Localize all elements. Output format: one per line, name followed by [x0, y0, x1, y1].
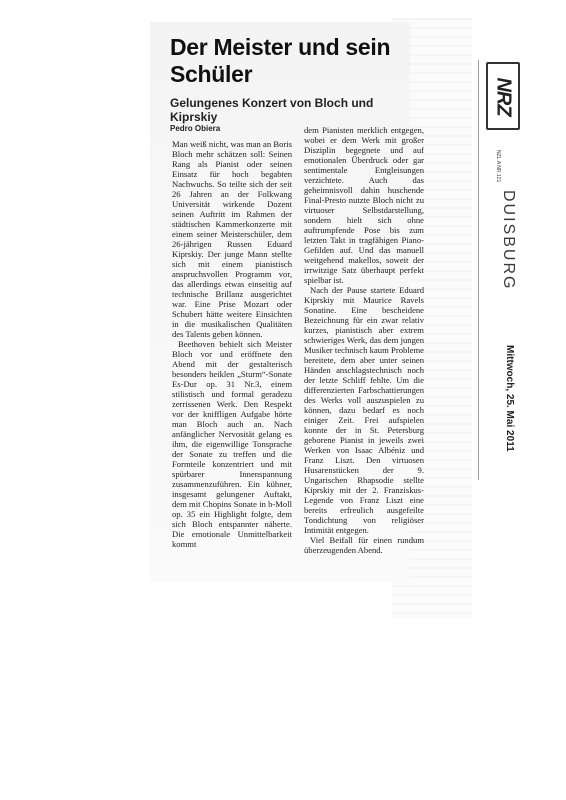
- logo-text: NRZ: [492, 76, 515, 116]
- article-column-1: [172, 139, 292, 571]
- article-headline: Der Meister und sein Schüler: [170, 34, 391, 87]
- edition-code: NZL.A NR.121: [495, 150, 501, 183]
- paragraph: Viel Beifall für einen rundum überzeugenden Abend.: [304, 535, 424, 555]
- author-byline: Pedro Obiera: [170, 124, 221, 133]
- paragraph: dem Pianisten merklich entgegen, wobei er dem Werk mit großer Disziplin begegnete und auf emotionalen Überdruck oder gar sentimentale Entgleisungen verzichtete. Auch das geheimnisvoll dahin huschende Final-Presto nutzte Bloch nicht zu virtuoser Selbstdarstellung, sondern hielt sich ohne auftrumpfende Pose bis zum letzten Takt in tragfähigen Piano-Gefilden auf. Und das manuell weitgehend makellos, soweit der irrwitzige Satz überhaupt perfekt spielbar ist.: [304, 125, 424, 285]
- edition-city: DUISBURG: [500, 190, 517, 291]
- paragraph: Nach der Pause startete Eduard Kiprskiy mit Maurice Ravels Sonatine. Eine bescheidene Bezeichnung für ein zwar relativ kurzes, pianistisch aber extrem schwieriges Werk, das dem jungen Musiker technisch kaum Probleme bereitete, dem aber unter seinen Händen anschlagstechnisch noch der letzte Schliff fehlte. Um die differenzierten Farbschattierungen des Werks voll auszuspielen zu können, dazu bedarf es noch einiger Zeit. Frei aufspielen konnte der in St. Petersburg geborene Pianist in jeweils zwei Werken von Isaac Albéniz und Franz Liszt. Den virtuosen Husarenstücken der 9. Ungarischen Rhapsodie stellte Kiprskiy mit der 2. Franziskus-Legende von Franz Liszt eine bereits erfreulich ausgefeilte Tondichtung von religiöser Intimität entgegen.: [304, 285, 424, 535]
- publication-date: Mittwoch, 25. Mai 2011: [504, 345, 515, 452]
- article-subtitle: Gelungenes Konzert von Bloch und Kiprskiy: [170, 96, 374, 124]
- paragraph: Man weiß nicht, was man an Boris Bloch mehr schätzen soll: Seinen Rang als Pianist oder seinen Einsatz für hoch begabten Nachwuchs. So teilte sich der seit 26 Jahren an der Folkwang Universität wirkende Dozent seinen Auftritt im Rahmen der städtischen Kammerkonzerte mit einem seiner Meisterschüler, dem 26-jährigen Russen Eduard Kiprskiy. Der junge Mann stellte sich mit einem pianistisch anspruchsvollen Programm vor, das allerdings etwas einseitig auf technische Brillanz ausgerichtet war. Eine Prise Mozart oder Schubert hätte weitere Einsichten in die musikalischen Qualitäten des Talents geben können.: [172, 139, 292, 339]
- paragraph: Beethoven behielt sich Meister Bloch vor und eröffnete den Abend mit der gestalterisch besonders heiklen „Sturm“-Sonate Es-Dur op. 31 Nr.3, einem stilistisch und formal geradezu zerrissenen Werk. Den Respekt vor der kniffligen Aufgabe hörte man Bloch auch an. Nach anfänglicher Nervosität gelang es ihm, die eigenwillige Tonsprache der Sonate zu treffen und die Formteile konzentriert und mit spürbarer Innenspannung zusammenzuführen. Ein kühner, insgesamt gelungener Auftakt, dem mit Chopins Sonate in b-Moll op. 35 ein Highlight folgte, dem sich Bloch entspannter näherte. Die emotionale Unmittelbarkeit kommt: [172, 339, 292, 549]
- newspaper-logo: [486, 62, 520, 130]
- article-column-2: [304, 125, 424, 571]
